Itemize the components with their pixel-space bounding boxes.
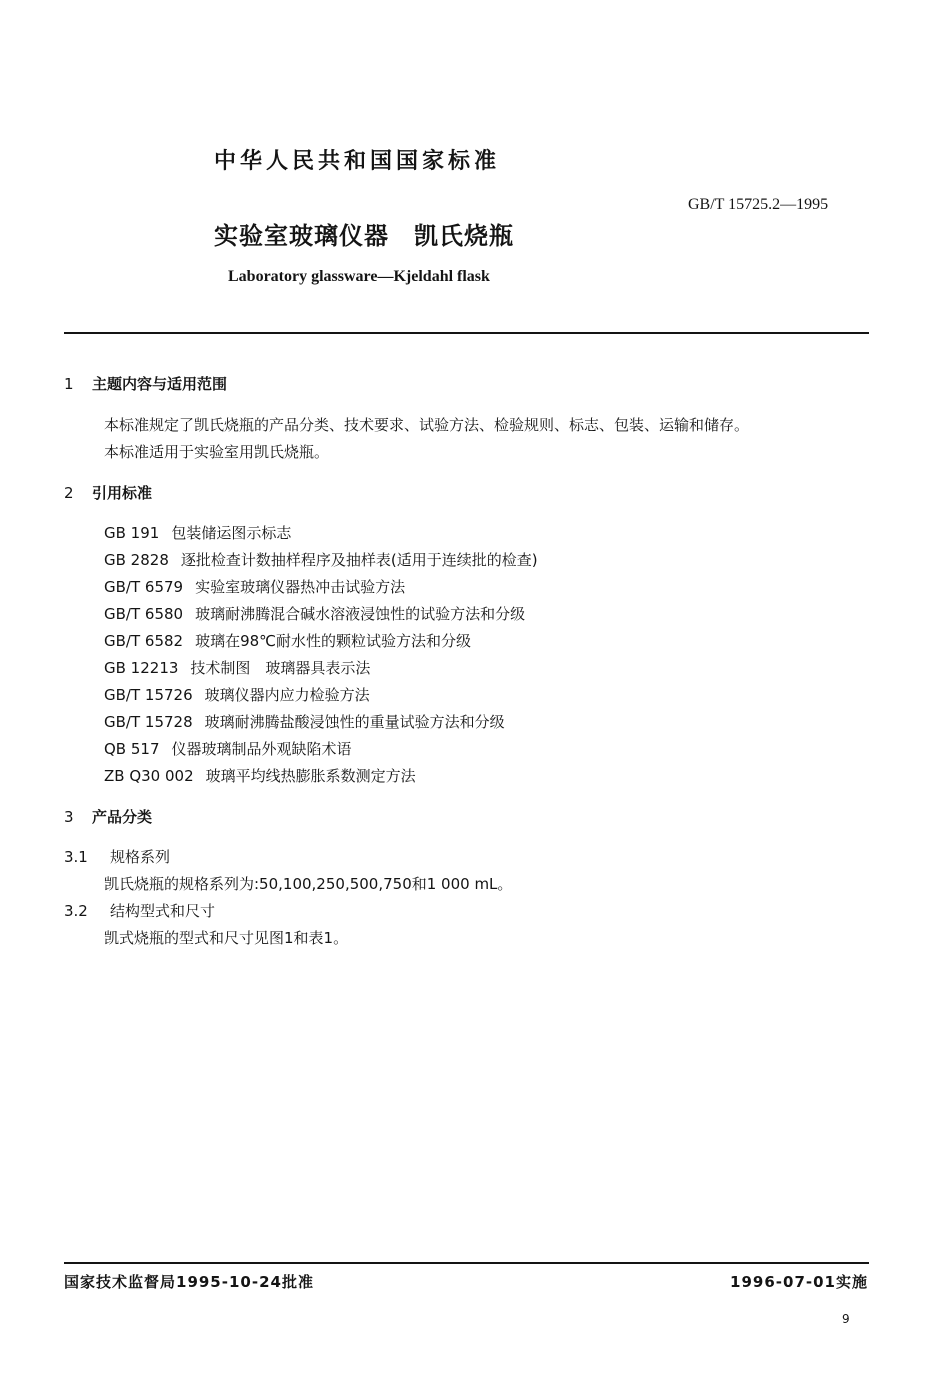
reference-item — [104, 576, 405, 597]
subsection-3-1-heading — [64, 846, 170, 867]
standard-code: GB/T 15725.2—1995 — [688, 196, 829, 213]
effective-date: 1996-07-01实施 — [730, 1273, 868, 1291]
approval-date: 国家技术监督局1995-10-24批准 — [64, 1273, 314, 1291]
reference-title: 逐批检查计数抽样程序及抽样表(适用于连续批的检查) — [180, 551, 538, 569]
header-divider — [64, 332, 869, 334]
subsection-3-2-paragraph: 凯式烧瓶的型式和尺寸见图1和表1。 — [104, 929, 349, 947]
reference-title: 玻璃平均线热膨胀系数测定方法 — [205, 767, 416, 785]
page-number: 9 — [842, 1312, 850, 1326]
reference-item — [104, 657, 370, 678]
reference-title: 玻璃耐沸腾盐酸浸蚀性的重量试验方法和分级 — [204, 713, 505, 731]
subsection-3-1-number: 3.1 — [64, 848, 88, 866]
section-1-title: 主题内容与适用范围 — [92, 375, 228, 393]
reference-item — [104, 630, 471, 651]
reference-title: 技术制图 玻璃器具表示法 — [190, 659, 371, 677]
section-1-paragraph-1: 本标准规定了凯氏烧瓶的产品分类、技术要求、试验方法、检验规则、标志、包装、运输和储存。 — [104, 416, 750, 434]
subsection-3-1-title: 规格系列 — [110, 848, 171, 866]
reference-item — [104, 738, 352, 759]
subsection-3-2-heading — [64, 900, 215, 921]
subsection-3-1-paragraph: 凯氏烧瓶的规格系列为:50,100,250,500,750和1 000 mL。 — [104, 875, 513, 893]
reference-code: GB 2828 — [104, 551, 169, 569]
reference-title: 玻璃耐沸腾混合碱水溶液浸蚀性的试验方法和分级 — [195, 605, 526, 623]
reference-code: GB/T 15728 — [104, 713, 193, 731]
reference-item — [104, 522, 291, 543]
reference-code: GB/T 15726 — [104, 686, 193, 704]
reference-title: 包装储运图示标志 — [171, 524, 292, 542]
section-3-title: 产品分类 — [92, 808, 153, 826]
reference-title: 玻璃仪器内应力检验方法 — [204, 686, 370, 704]
section-2-title: 引用标准 — [92, 484, 153, 502]
national-standard-heading: 中华人民共和国国家标准 — [214, 149, 501, 174]
reference-item — [104, 765, 416, 786]
footer-divider — [64, 1262, 869, 1264]
reference-code: GB 191 — [104, 524, 160, 542]
reference-code: GB/T 6580 — [104, 605, 184, 623]
reference-title: 玻璃在98℃耐水性的颗粒试验方法和分级 — [195, 632, 472, 650]
reference-title: 仪器玻璃制品外观缺陷术语 — [171, 740, 352, 758]
reference-code: GB/T 6582 — [104, 632, 184, 650]
reference-item — [104, 549, 538, 570]
section-1-number: 1 — [64, 375, 74, 393]
section-3-number: 3 — [64, 808, 74, 826]
section-1-paragraph-2: 本标准适用于实验室用凯氏烧瓶。 — [104, 443, 330, 461]
title-english: Laboratory glassware—Kjeldahl flask — [228, 268, 490, 285]
section-1-heading — [64, 373, 227, 394]
reference-item — [104, 684, 370, 705]
reference-code: GB 12213 — [104, 659, 179, 677]
reference-code: QB 517 — [104, 740, 160, 758]
subsection-3-2-title: 结构型式和尺寸 — [110, 902, 216, 920]
reference-title: 实验室玻璃仪器热冲击试验方法 — [195, 578, 406, 596]
section-2-heading — [64, 482, 152, 503]
section-2-number: 2 — [64, 484, 74, 502]
reference-code: ZB Q30 002 — [104, 767, 194, 785]
title-chinese: 实验室玻璃仪器 凯氏烧瓶 — [214, 222, 514, 250]
reference-code: GB/T 6579 — [104, 578, 184, 596]
section-3-heading — [64, 806, 152, 827]
subsection-3-2-number: 3.2 — [64, 902, 88, 920]
reference-item — [104, 603, 525, 624]
reference-item — [104, 711, 505, 732]
